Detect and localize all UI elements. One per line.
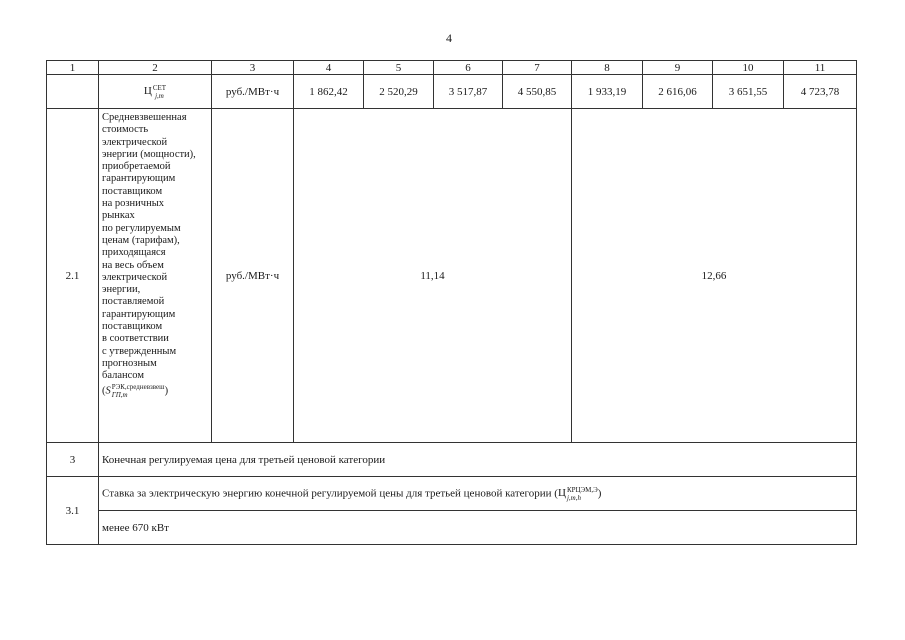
column-header: 6 <box>434 61 503 75</box>
power-category-cell: менее 670 кВт <box>99 511 857 545</box>
value-cell: 4 723,78 <box>784 75 857 109</box>
row-number-cell <box>47 75 99 109</box>
column-header: 3 <box>212 61 294 75</box>
merged-value-cell-first-half: 11,14 <box>294 109 572 443</box>
row-number-cell: 3 <box>47 443 99 477</box>
cset-symbol-cell <box>99 75 212 109</box>
column-number-row <box>47 61 857 75</box>
row-number-cell: 2.1 <box>47 109 99 443</box>
description-line: по регулируемым <box>102 222 181 234</box>
column-header: 5 <box>364 61 434 75</box>
column-header: 7 <box>503 61 572 75</box>
description-line: стоимость <box>102 124 149 136</box>
description-line: прогнозным <box>102 357 157 369</box>
value-cell: 3 517,87 <box>434 75 503 109</box>
value-cell: 4 550,85 <box>503 75 572 109</box>
description-line: Средневзвешенная <box>102 112 187 123</box>
row-number-cell: 3.1 <box>47 477 99 545</box>
table-row-2-1 <box>47 109 857 443</box>
description-line: приобретаемой <box>102 161 171 173</box>
description-cell <box>99 109 212 443</box>
krcem-symbol: Ц КРЦЭМ,Э j,m,h <box>557 485 598 502</box>
section-title-cell: Конечная регулируемая цена для третьей ценовой категории <box>99 443 857 477</box>
unit-cell: руб./МВт·ч <box>212 109 294 443</box>
description-line: поставляемой <box>102 296 165 308</box>
description-line: энергии, <box>102 284 141 296</box>
column-header: 8 <box>572 61 643 75</box>
description-line: балансом <box>102 370 144 382</box>
description-line: энергии (мощности), <box>102 148 196 160</box>
column-header: 2 <box>99 61 212 75</box>
unit-cell: руб./МВт·ч <box>212 75 294 109</box>
table-row-cset <box>47 75 857 109</box>
column-header: 9 <box>643 61 713 75</box>
description-line: ценам (тарифам), <box>102 234 180 246</box>
description-line: гарантирующим <box>102 308 176 320</box>
table-row-3-1-sub <box>47 511 857 545</box>
s-symbol: (S РЭК,средневзвеш ГП,m ) <box>102 382 169 399</box>
value-cell: 2 520,29 <box>364 75 434 109</box>
value-cell: 1 862,42 <box>294 75 364 109</box>
description-line: в соответствии <box>102 333 169 345</box>
description-line: рынках <box>102 210 135 222</box>
tariff-table <box>46 60 857 545</box>
value-cell: 1 933,19 <box>572 75 643 109</box>
description-line: поставщиком <box>102 185 163 197</box>
table-row-3-1 <box>47 477 857 511</box>
column-header: 4 <box>294 61 364 75</box>
description-line: на розничных <box>102 198 164 210</box>
value-cell: 2 616,06 <box>643 75 713 109</box>
rate-title-cell: Ставка за электрическую энергию конечной регулируемой цены для третьей ценовой категории (Ц КРЦЭМ,Э j,m,h ) <box>99 477 857 511</box>
table-row-3 <box>47 443 857 477</box>
column-header: 1 <box>47 61 99 75</box>
description-line: поставщиком <box>102 321 163 333</box>
description-line: электрической <box>102 136 168 148</box>
description-line: на весь объем <box>102 259 164 271</box>
page-number: 4 <box>446 31 452 45</box>
column-header: 11 <box>784 61 857 75</box>
description-line: приходящаяся <box>102 247 166 259</box>
cset-symbol: Ц СЕТ j,m <box>143 83 167 100</box>
description-line: электрической <box>102 271 168 283</box>
value-cell: 3 651,55 <box>713 75 784 109</box>
merged-value-cell-second-half: 12,66 <box>572 109 857 443</box>
column-header: 10 <box>713 61 784 75</box>
description-line: с утвержденным <box>102 345 177 357</box>
description-line: гарантирующим <box>102 173 176 185</box>
